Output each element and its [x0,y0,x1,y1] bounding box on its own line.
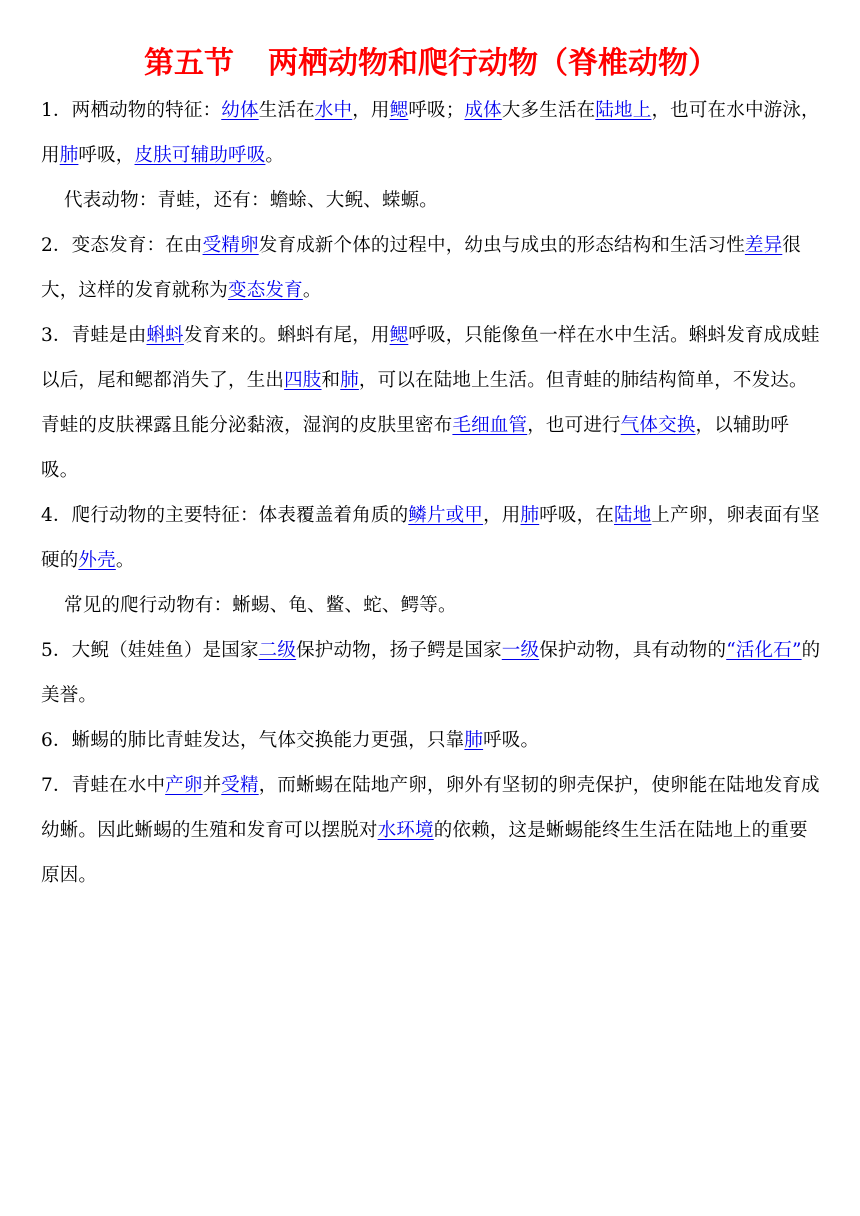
text-run: 5．大鲵（娃娃鱼）是国家 [41,640,259,661]
numbered-paragraph [41,718,821,763]
text-run: 2．变态发育：在由 [41,235,203,256]
text-run: 1．两栖动物的特征： [41,100,222,121]
key-term: 陆地上 [595,100,652,121]
text-run: 4．爬行动物的主要特征：体表覆盖着角质的 [41,505,409,526]
key-term: 鳞片或甲 [408,505,484,526]
key-term: 肺 [340,370,359,391]
numbered-paragraph [41,493,821,583]
text-run: 保护动物，扬子鳄是国家 [296,640,502,661]
key-term: 外壳 [78,550,116,571]
key-term: 二级 [258,640,297,661]
text-run: 呼吸， [78,145,135,166]
text-run: 的依赖，这是蜥蜴能终生生活在陆地上的重要原因。 [41,820,808,886]
key-term: 陆地 [614,505,652,526]
text-run: ，也可进行 [527,415,621,436]
key-term: 幼体 [221,100,259,121]
text-run: 7．青蛙在水中 [41,775,166,796]
key-term: 毛细血管 [452,415,528,436]
document-body [41,88,821,898]
numbered-paragraph [41,88,821,178]
text-run: 保护动物，具有动物的 [539,640,727,661]
key-term: 肺 [59,145,79,166]
key-term: 肺 [520,505,540,526]
text-run: 6．蜥蜴的肺比青蛙发达，气体交换能力更强，只靠 [41,730,465,751]
key-term: 成体 [464,100,502,121]
key-term: “活化石” [726,640,802,661]
numbered-paragraph [41,313,821,493]
numbered-paragraph [41,223,821,313]
key-term: 四肢 [284,370,322,391]
text-run: 发育来的。蝌蚪有尾，用 [183,325,390,346]
text-run: 。 [302,280,322,301]
key-term: 水环境 [377,820,434,841]
key-term: 一级 [501,640,540,661]
key-term: 鳃 [389,325,409,346]
key-term: 皮肤可辅助呼吸 [134,145,266,166]
key-term: 水中 [314,100,353,121]
key-term: 受精 [221,775,259,796]
key-term: 蝌蚪 [146,325,184,346]
page-title [41,44,821,84]
text-run: 呼吸，只能像鱼一样在水中生活。蝌蚪发育成成蛙以后，尾和鳃都消失了，生出 [41,325,820,391]
key-term: 产卵 [165,775,203,796]
text-run: ，而蜥蜴在陆地产卵，卵外有坚韧的卵壳保护，使卵能在陆地发育成幼蜥。因此蜥蜴的生殖和发育可以摆脱对 [41,775,820,841]
text-run: 上产卵，卵表面有坚硬的 [41,505,820,571]
text-run: 呼吸，在 [539,505,615,526]
key-term: 气体交换 [620,415,696,436]
text-run: 的美誉。 [41,640,821,706]
text-run: ，可以在陆地上生活。但青蛙的肺结构简单，不发达。青蛙的皮肤裸露且能分泌黏液，湿润的皮肤里密布 [41,370,808,436]
text-run: 。 [265,145,285,166]
document-page [41,44,821,898]
text-run: 。 [115,550,135,571]
key-term: 受精卵 [202,235,259,256]
text-run: 大多生活在 [501,100,596,121]
text-run: ，用 [483,505,521,526]
note-paragraph [41,583,821,628]
text-run: 很大，这样的发育就称为 [41,235,801,301]
key-term: 差异 [744,235,783,256]
key-term: 鳃 [389,100,409,121]
numbered-paragraph [41,628,821,718]
note-paragraph [41,178,821,223]
title-section-name: 两栖动物和爬行动物（脊椎动物） [268,46,718,81]
numbered-paragraph [41,763,821,898]
text-run: 发育成新个体的过程中，幼虫与成虫的形态结构和生活习性 [258,235,745,256]
text-run: 生活在 [258,100,315,121]
text-run: 呼吸； [408,100,465,121]
text-run: 3．青蛙是由 [41,325,147,346]
text-run: 和 [321,370,341,391]
text-run: ，也可在水中游泳，用 [41,100,820,166]
text-run: 代表动物：青蛙，还有：蟾蜍、大鲵、蝾螈。 [64,190,439,211]
key-term: 肺 [464,730,484,751]
text-run: 并 [202,775,222,796]
text-run: ，用 [352,100,390,121]
title-section-number: 第五节 [144,46,234,81]
text-run: ，以辅助呼吸。 [41,415,790,481]
key-term: 变态发育 [228,280,303,301]
text-run: 常见的爬行动物有：蜥蜴、龟、鳖、蛇、鳄等。 [64,595,457,616]
text-run: 呼吸。 [483,730,540,751]
